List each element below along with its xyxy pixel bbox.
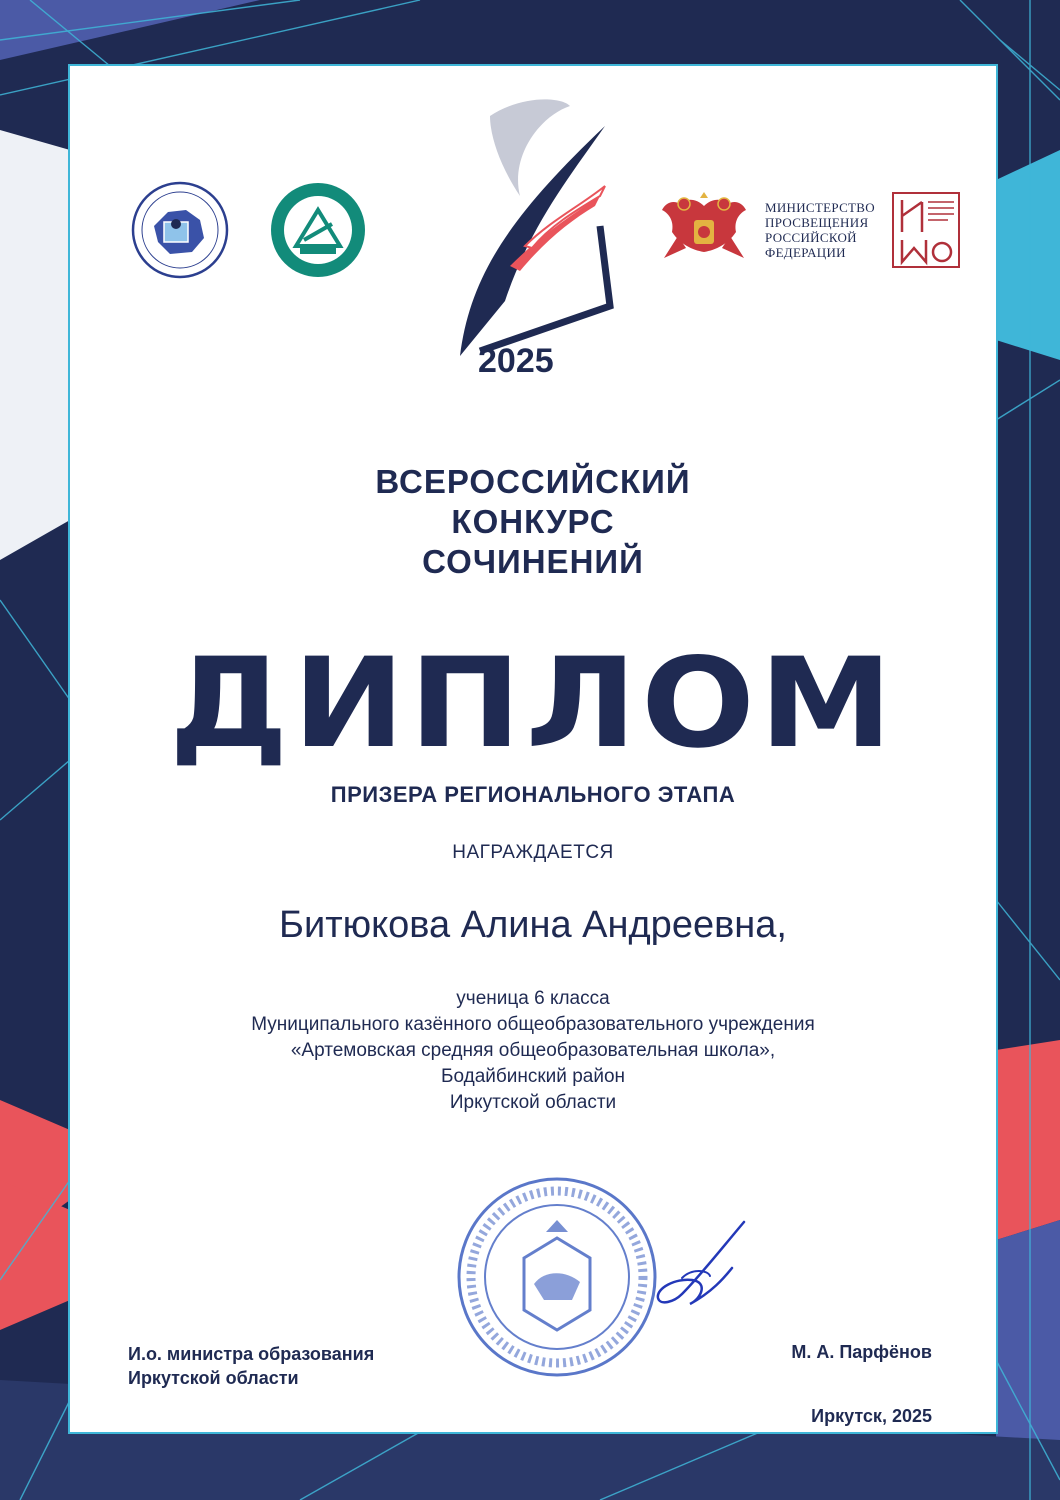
ministry-irkutsk-emblem-icon bbox=[130, 180, 230, 280]
signatory-position: И.о. министра образования Иркутской области bbox=[128, 1344, 375, 1388]
contest-title: ВСЕРОССИЙСКИЙ КОНКУРС СОЧИНЕНИЙ bbox=[375, 463, 691, 580]
institute-development-emblem-icon bbox=[268, 180, 368, 280]
isimo-logo-icon bbox=[892, 192, 960, 268]
place-date: Иркутск, 2025 bbox=[811, 1406, 932, 1426]
diploma-heading: ДИПЛОМ bbox=[169, 632, 897, 776]
double-headed-eagle-icon bbox=[656, 192, 752, 272]
quill-book-emblem-icon bbox=[450, 96, 620, 361]
recipient-details: ученица 6 класса Муниципального казённого общеобразовательного учреждения «Артемовская средняя общеобразовательная школа», Бодайбинский район Иркутской области bbox=[251, 988, 815, 1113]
diploma-card bbox=[70, 66, 996, 1432]
awarded-label: НАГРАЖДАЕТСЯ bbox=[452, 842, 614, 863]
diploma-subtitle: ПРИЗЕРА РЕГИОНАЛЬНОГО ЭТАПА bbox=[330, 782, 736, 807]
recipient-name: Битюкова Алина Андреевна, bbox=[279, 904, 787, 946]
emblem-year: 2025 bbox=[478, 342, 554, 380]
seal-stamp-icon bbox=[454, 1174, 660, 1380]
ministry-name: МИНИСТЕРСТВО ПРОСВЕЩЕНИЯ РОССИЙСКОЙ ФЕДЕРАЦИИ bbox=[765, 200, 875, 260]
handwritten-signature-icon bbox=[652, 1218, 752, 1318]
signatory-name: М. А. Парфёнов bbox=[791, 1342, 932, 1362]
